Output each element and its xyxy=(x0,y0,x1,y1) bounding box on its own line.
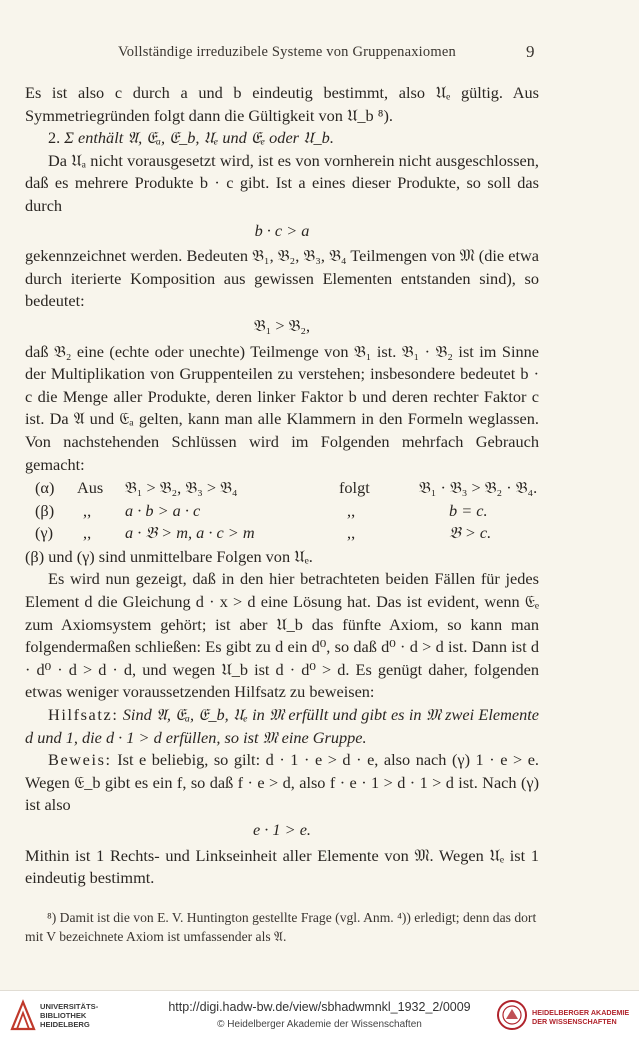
copyright-notice: © Heidelberger Akademie der Wissenschaften xyxy=(217,1019,422,1030)
paragraph-case-2 xyxy=(25,127,539,150)
proof-text: Ist e beliebig, so gilt: d · 1 · e > d · e, also nach (γ) 1 · e > e. Wegen 𝔈_b gibt es ein f, so daß f · e > d, also f · e · 1 > d · 1 > d ist. Nach (γ) ist also xyxy=(25,750,539,815)
rule-label: (γ) xyxy=(35,523,54,543)
case-statement: Σ enthält 𝔄, 𝔈ₐ, 𝔈_b, 𝔘ₑ und 𝔈ₑ oder 𝔘_b. xyxy=(64,128,334,148)
rule-word: ,, xyxy=(83,500,92,520)
proof-label: Beweis: xyxy=(48,750,112,770)
rule-premise: a · 𝔅 > m, a · c > m xyxy=(125,523,255,543)
rule-conclusion: 𝔅 > c. xyxy=(449,523,492,543)
rule-word: Aus xyxy=(77,478,104,498)
paragraph-3: Da 𝔘ₐ nicht vorausgesetzt wird, ist es von vornherein nicht ausgeschlossen, daß es mehrere Produkte b · c gibt. Ist a eines dieser Produkte, so soll das durch xyxy=(25,150,539,215)
rule-premise: 𝔅₁ > 𝔅₂, 𝔅₃ > 𝔅₄ xyxy=(125,478,238,498)
rule-verb: ,, xyxy=(347,500,356,520)
rule-row xyxy=(25,477,539,500)
paragraph-7: Es wird nun gezeigt, daß in den hier betrachteten beiden Fällen für jedes Element d die Gleichung d · x > d eine Lösung hat. Das ist evident, wenn 𝔈ₑ zum Axiomsystem gehört; ist aber 𝔘_b das fünfte Axiom, so kann man folgendermaßen schließen: Es gibt zu d ein d⁰, so daß d⁰ · d > d ist. Dann ist d · d⁰ · d > d · d, und wegen 𝔘_b ist d · d⁰ > d. Es genügt daher, folgenden etwas weniger voraussetzenden Hilfsatz zu beweisen: xyxy=(25,569,539,702)
lemma-text: Sind 𝔄, 𝔈ₐ, 𝔈_b, 𝔘ₑ in 𝔐 erfüllt und gibt es in 𝔐 zwei Elemente d und 1, die d · 1 > d erfüllen, so ist 𝔐 eine Gruppe. xyxy=(25,705,539,747)
viewer-footer xyxy=(0,990,639,1041)
library-logo-text: UNIVERSITÄTS- BIBLIOTHEK HEIDELBERG xyxy=(40,1002,99,1029)
academy-seal-icon xyxy=(496,999,528,1031)
academy-logo-text: HEIDELBERGER AKADEMIE DER WISSENSCHAFTEN xyxy=(532,1008,630,1026)
rule-row xyxy=(25,500,539,523)
rule-label: (β) xyxy=(35,500,55,520)
rule-conclusion: b = c. xyxy=(449,500,488,520)
page-number: 9 xyxy=(526,42,535,61)
rule-word: ,, xyxy=(83,523,92,543)
rule-label: (α) xyxy=(35,478,55,498)
paragraph-8: Mithin ist 1 Rechts- und Linkseinheit aller Elemente von 𝔐. Wegen 𝔘ₑ ist 1 eindeutig bestimmt. xyxy=(25,845,539,888)
formula-2: 𝔅₁ > 𝔅₂, xyxy=(253,315,311,335)
rule-verb: ,, xyxy=(347,523,356,543)
lemma-label: Hilfsatz: xyxy=(48,705,119,725)
body-text xyxy=(25,82,539,890)
running-title: Vollständige irreduzibele Systeme von Gruppenaxiomen xyxy=(118,44,456,60)
rules-block xyxy=(25,477,539,545)
proof xyxy=(25,749,539,817)
formula-3: e · 1 > e. xyxy=(252,820,311,839)
footnote-text: ⁸) Damit ist die von E. V. Huntington gestellte Frage (vgl. Anm. ⁴)) erledigt; denn das dort mit V bezeichnete Axiom ist umfassender als 𝔄. xyxy=(25,910,537,944)
paragraph-4: gekennzeichnet werden. Bedeuten 𝔅₁, 𝔅₂, 𝔅₃, 𝔅₄ Teilmengen von 𝔐 (die etwa durch iterierte Komposition aus gewissen Elementen entstanden sind), so bedeutet: xyxy=(25,246,539,311)
rule-conclusion: 𝔅₁ · 𝔅₃ > 𝔅₂ · 𝔅₄. xyxy=(419,478,538,498)
paragraph-6: (β) und (γ) sind unmittelbare Folgen von 𝔘ₑ. xyxy=(25,546,313,566)
rule-row xyxy=(25,522,539,545)
lemma xyxy=(25,704,539,749)
formula-1: b · c > a xyxy=(254,220,310,240)
permalink-url[interactable]: http://digi.hadw-bw.de/view/sbhadwmnkl_1932_2/0009 xyxy=(168,1000,471,1014)
rule-premise: a · b > a · c xyxy=(125,500,201,520)
case-number: 2. xyxy=(48,128,65,148)
academy-logo[interactable] xyxy=(496,999,636,1035)
paragraph-1: Es ist also c durch a und b eindeutig bestimmt, also 𝔘ₑ gültig. Aus Symmetriegründen folgt dann die Gültigkeit von 𝔘_b ⁸). xyxy=(25,83,539,125)
footnote xyxy=(25,908,539,946)
paragraph-5: daß 𝔅₂ eine (echte oder unechte) Teilmenge von 𝔅₁ ist. 𝔅₁ · 𝔅₂ ist im Sinne der Multiplikation von Gruppenteilen zu verstehen; insbesondere bedeutet b · c die Menge aller Produkte, deren linker Faktor b und deren rechter Faktor c ist. Da 𝔄 und 𝔈ₐ gelten, kann man alle Klammern in den Formeln weglassen. Von nachstehenden Schlüssen wird im Folgenden mehrfach Gebrauch gemacht: xyxy=(25,341,539,474)
rule-verb: folgt xyxy=(339,478,370,498)
